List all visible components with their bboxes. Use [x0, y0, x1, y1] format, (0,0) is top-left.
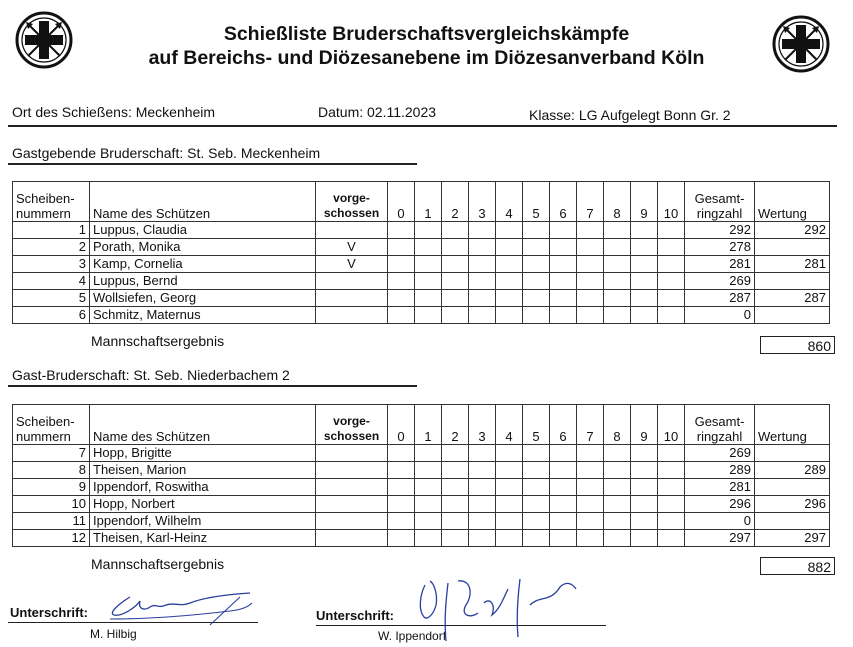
ort-value: Meckenheim: [135, 104, 216, 120]
title-line-2: auf Bereichs- und Diözesanebene im Diözesanverband Köln: [148, 47, 705, 69]
cross-emblem-left: [14, 10, 74, 70]
header-ring-0: 0: [388, 182, 415, 222]
ort-label: Ort des Schießens:: [12, 104, 132, 120]
header-ring-2: 2: [442, 405, 469, 445]
header-vorge: vorge- schossen: [316, 405, 388, 445]
header-ring-10: 10: [658, 405, 685, 445]
klasse-value: LG Aufgelegt Bonn Gr. 2: [578, 107, 731, 123]
header-ring-9: 9: [631, 182, 658, 222]
signature-name-right: W. Ippendorf: [378, 629, 447, 643]
team1-ergebnis-value: 860: [760, 336, 835, 354]
table-row: 10 Hopp, Norbert 296 296: [13, 496, 830, 513]
info-underline: [8, 125, 837, 127]
header-ring-7: 7: [577, 405, 604, 445]
header-vorge: vorge- schossen: [316, 182, 388, 222]
title-line-1: Schießliste Bruderschaftsvergleichskämpfe: [223, 23, 630, 45]
table-row: 12 Theisen, Karl-Heinz 297 297: [13, 530, 830, 547]
team1-heading: [12, 145, 320, 161]
header-ring-1: 1: [415, 405, 442, 445]
header-ring-4: 4: [496, 405, 523, 445]
header-ring-10: 10: [658, 182, 685, 222]
header-ring-6: 6: [550, 405, 577, 445]
signature-label-left: Unterschrift:: [10, 605, 89, 620]
document-title: [100, 22, 753, 70]
header-ring-1: 1: [415, 182, 442, 222]
table-row: 5 Wollsiefen, Georg 287 287: [13, 290, 830, 307]
team2-ergebnis-value: 882: [760, 557, 835, 575]
table-row: 9 Ippendorf, Roswitha 281: [13, 479, 830, 496]
header-ring-0: 0: [388, 405, 415, 445]
header-scheiben: Scheiben- nummern: [13, 182, 90, 222]
team1-label: Gastgebende Bruderschaft:: [12, 145, 184, 161]
header-ring-8: 8: [604, 182, 631, 222]
header-scheiben: Scheiben- nummern: [13, 405, 90, 445]
klasse-field: [529, 107, 731, 123]
table-row: 4 Luppus, Bernd 269: [13, 273, 830, 290]
team1-name: St. Seb. Meckenheim: [187, 145, 321, 161]
team2-heading: [12, 367, 290, 383]
team2-underline: [8, 385, 417, 387]
team2-header-row: [13, 405, 830, 445]
header-wertung: Wertung: [755, 405, 830, 445]
team1-score-table: [12, 181, 830, 324]
header-ring-5: 5: [523, 405, 550, 445]
header-ring-5: 5: [523, 182, 550, 222]
ort-field: [12, 104, 215, 120]
header-gesamt: Gesamt- ringzahl: [685, 405, 755, 445]
cross-emblem-right: [771, 14, 831, 74]
table-row: 1 Luppus, Claudia 292 292: [13, 222, 830, 239]
team1-header-row: [13, 182, 830, 222]
table-row: 6 Schmitz, Maternus 0: [13, 307, 830, 324]
header-gesamt: Gesamt- ringzahl: [685, 182, 755, 222]
team2-label: Gast-Bruderschaft:: [12, 367, 130, 383]
header-wertung: Wertung: [755, 182, 830, 222]
table-row: 8 Theisen, Marion 289 289: [13, 462, 830, 479]
datum-field: [318, 104, 436, 120]
table-row: 3 Kamp, Cornelia V 281 281: [13, 256, 830, 273]
header-ring-6: 6: [550, 182, 577, 222]
table-row: 2 Porath, Monika V 278: [13, 239, 830, 256]
header-ring-2: 2: [442, 182, 469, 222]
handwritten-signature-right: [400, 575, 600, 645]
header-name: Name des Schützen: [90, 405, 316, 445]
header-ring-3: 3: [469, 405, 496, 445]
table-row: 7 Hopp, Brigitte 269: [13, 445, 830, 462]
header-ring-3: 3: [469, 182, 496, 222]
datum-value: 02.11.2023: [367, 104, 437, 120]
header-name: Name des Schützen: [90, 182, 316, 222]
klasse-label: Klasse:: [529, 107, 575, 123]
signature-name-left: M. Hilbig: [90, 627, 137, 641]
header-ring-4: 4: [496, 182, 523, 222]
header-ring-7: 7: [577, 182, 604, 222]
datum-label: Datum:: [318, 104, 364, 120]
header-ring-9: 9: [631, 405, 658, 445]
team2-ergebnis-label: Mannschaftsergebnis: [91, 556, 225, 572]
team2-score-table: [12, 404, 830, 547]
table-row: 11 Ippendorf, Wilhelm 0: [13, 513, 830, 530]
team1-underline: [8, 163, 417, 165]
header-ring-8: 8: [604, 405, 631, 445]
signature-label-right: Unterschrift:: [316, 608, 395, 623]
team1-ergebnis-label: Mannschaftsergebnis: [91, 333, 225, 349]
handwritten-signature-left: [100, 585, 260, 630]
team2-name: St. Seb. Niederbachem 2: [133, 367, 290, 383]
